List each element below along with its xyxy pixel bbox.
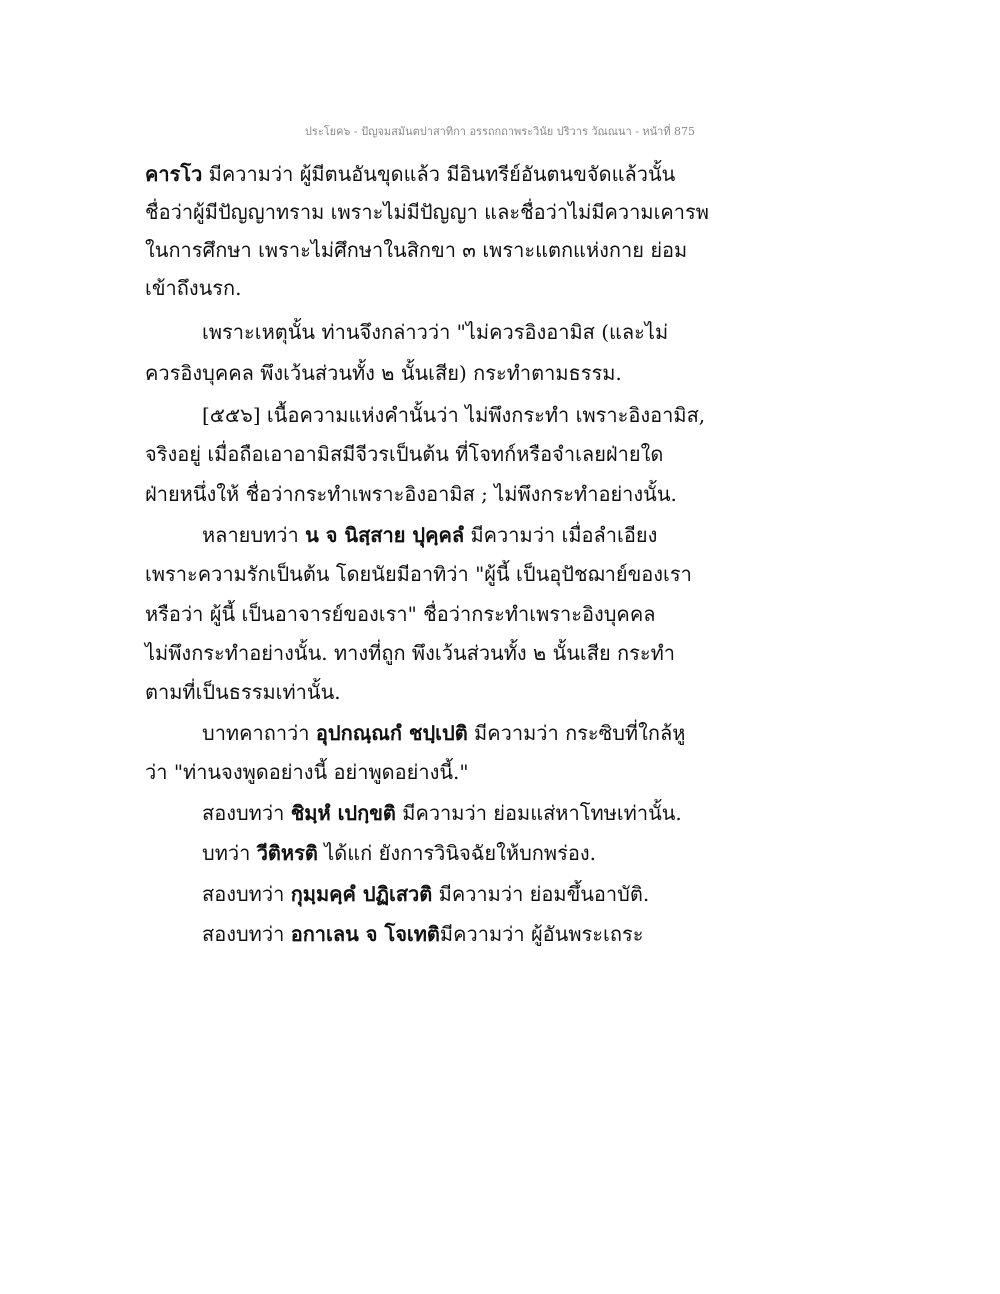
text-line: หลายบทว่า น จ นิสฺสาย ปุคฺคลํ มีความว่า เมื่อลำเอียง bbox=[202, 523, 658, 547]
text-line: คารโว มีความว่า ผู้มีตนอันขุดแล้ว มีอินทรีย์อันตนขจัดแล้วนั้น bbox=[145, 162, 676, 186]
text-line: หรือว่า ผู้นี้ เป็นอาจารย์ของเรา" ชื่อว่ากระทำเพราะอิงบุคคล bbox=[145, 602, 656, 626]
text-line: [๕๕๖] เนื้อความแห่งคำนั้นว่า ไม่พึงกระทำ เพราะอิงอามิส, bbox=[202, 403, 706, 427]
text-line: ควรอิงบุคคล พึงเว้นส่วนทั้ง ๒ นั้นเสีย) กระทำตามธรรม. bbox=[145, 361, 622, 385]
text-line: เข้าถึงนรก. bbox=[145, 276, 242, 300]
text-line: ชื่อว่าผู้มีปัญญาทราม เพราะไม่มีปัญญา และชื่อว่าไม่มีความเคารพ bbox=[145, 200, 709, 224]
text-line: ไม่พึงกระทำอย่างนั้น. ทางที่ถูก พึงเว้นส่วนทั้ง ๒ นั้นเสีย กระทำ bbox=[145, 641, 676, 665]
text-line: ฝ่ายหนึ่งให้ ชื่อว่ากระทำเพราะอิงอามิส ; ไม่พึงกระทำอย่างนั้น. bbox=[145, 482, 677, 506]
text-line: เพราะความรักเป็นต้น โดยนัยมีอาทิว่า "ผู้นี้ เป็นอุปัชฌาย์ของเรา bbox=[145, 562, 692, 586]
text-line: เพราะเหตุนั้น ท่านจึงกล่าวว่า "ไม่ควรอิงอามิส (และไม่ bbox=[202, 320, 669, 344]
text-line: สองบทว่า กุมฺมคฺคํ ปฏิเสวติ มีความว่า ย่อมขึ้นอาบัติ. bbox=[202, 882, 650, 906]
text-line: สองบทว่า ชิมฺหํ เปกฺขติ มีความว่า ย่อมแส่หาโทษเท่านั้น. bbox=[202, 801, 682, 825]
text-line: ตามที่เป็นธรรมเท่านั้น. bbox=[145, 680, 341, 704]
text-line: บทว่า วีติหรติ ได้แก่ ยังการวินิจฉัยให้บกพร่อง. bbox=[202, 841, 596, 865]
text-line: ว่า "ท่านจงพูดอย่างนี้ อย่าพูดอย่างนี้." bbox=[145, 760, 469, 784]
text-line: บาทคาถาว่า อุปกณฺณกํ ชปฺเปติ มีความว่า กระซิบที่ใกล้หู bbox=[202, 721, 686, 745]
page-header: ประโยค๖ - ปัญจมสมันตปาสาทิกา อรรถกถาพระวินัย ปริวาร วัณณนา - หน้าที่ 875 bbox=[304, 125, 696, 138]
text-line: สองบทว่า อกาเลน จ โจเทติมีความว่า ผู้อันพระเถระ bbox=[202, 922, 644, 946]
text-line: ในการศึกษา เพราะไม่ศึกษาในสิกขา ๓ เพราะแตกแห่งกาย ย่อม bbox=[145, 238, 688, 262]
text-line: จริงอยู่ เมื่อถือเอาอามิสมีจีวรเป็นต้น ที่โจทก์หรือจำเลยฝ่ายใด bbox=[145, 442, 664, 466]
